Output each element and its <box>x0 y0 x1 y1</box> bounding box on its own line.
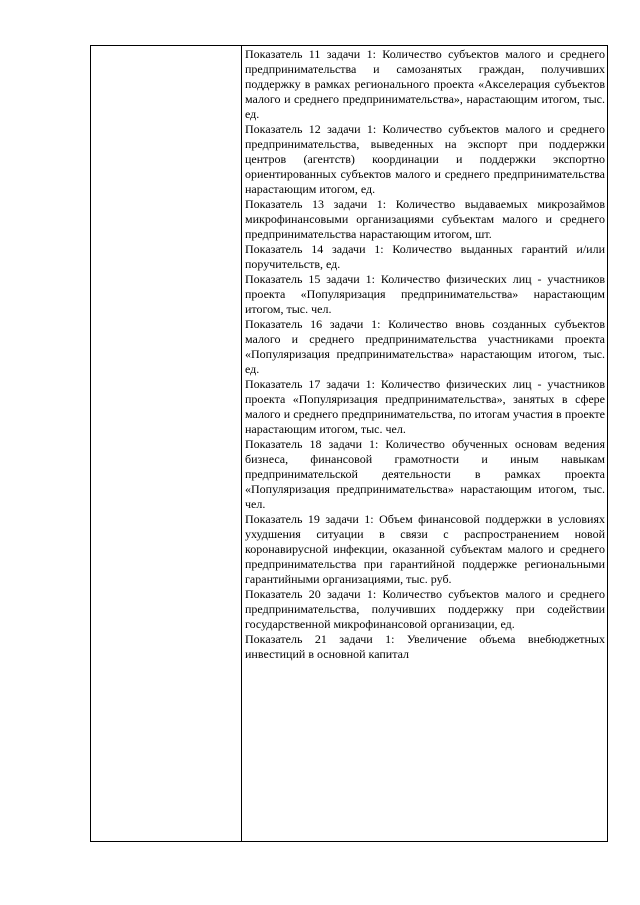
indicator-14: Показатель 14 задачи 1: Количество выданных гарантий и/или поручительств, ед. <box>245 242 605 271</box>
indicators-cell <box>242 46 607 841</box>
indicator-20: Показатель 20 задачи 1: Количество субъектов малого и среднего предпринимательства, получивших поддержку при содействии государственной микрофинансовой организации, ед. <box>245 587 605 631</box>
indicator-18: Показатель 18 задачи 1: Количество обученных основам ведения бизнеса, финансовой грамотности и иным навыкам предпринимательской деятельности в рамках проекта «Популяризация предпринимательства» нарастающим итогом, тыс. чел. <box>245 437 605 511</box>
indicator-13: Показатель 13 задачи 1: Количество выдаваемых микрозаймов микрофинансовыми организациями субъектам малого и среднего предпринимательства нарастающим итогом, шт. <box>245 197 605 241</box>
indicator-15: Показатель 15 задачи 1: Количество физических лиц - участников проекта «Популяризация предпринимательства» нарастающим итогом, тыс. чел. <box>245 272 605 316</box>
indicator-16: Показатель 16 задачи 1: Количество вновь созданных субъектов малого и среднего предпринимательства участниками проекта «Популяризация предпринимательства» нарастающим итогом, тыс. ед. <box>245 317 605 376</box>
indicator-11: Показатель 11 задачи 1: Количество субъектов малого и среднего предпринимательства и самозанятых граждан, получивших поддержку в рамках регионального проекта «Акселерация субъектов малого и среднего предпринимательства», нарастающим итогом, тыс. ед. <box>245 47 605 121</box>
indicator-19: Показатель 19 задачи 1: Объем финансовой поддержки в условиях ухудшения ситуации в связи с распространением новой коронавирусной инфекции, оказанной субъектам малого и среднего предпринимательства при гарантийной поддержке региональными гарантийными организациями, тыс. руб. <box>245 512 605 586</box>
indicator-21: Показатель 21 задачи 1: Увеличение объема внебюджетных инвестиций в основной капитал <box>245 632 605 661</box>
indicator-12: Показатель 12 задачи 1: Количество субъектов малого и среднего предпринимательства, выведенных на экспорт при поддержки центров (агентств) координации и поддержки экспортно ориентированных субъектов малого и среднего предпринимательства нарастающим итогом, ед. <box>245 122 605 196</box>
left-empty-cell <box>91 46 242 841</box>
indicators-table <box>90 45 608 842</box>
indicator-17: Показатель 17 задачи 1: Количество физических лиц - участников проекта «Популяризация предпринимательства», занятых в сфере малого и среднего предпринимательства, по итогам участия в проекте нарастающим итогом, тыс. чел. <box>245 377 605 436</box>
